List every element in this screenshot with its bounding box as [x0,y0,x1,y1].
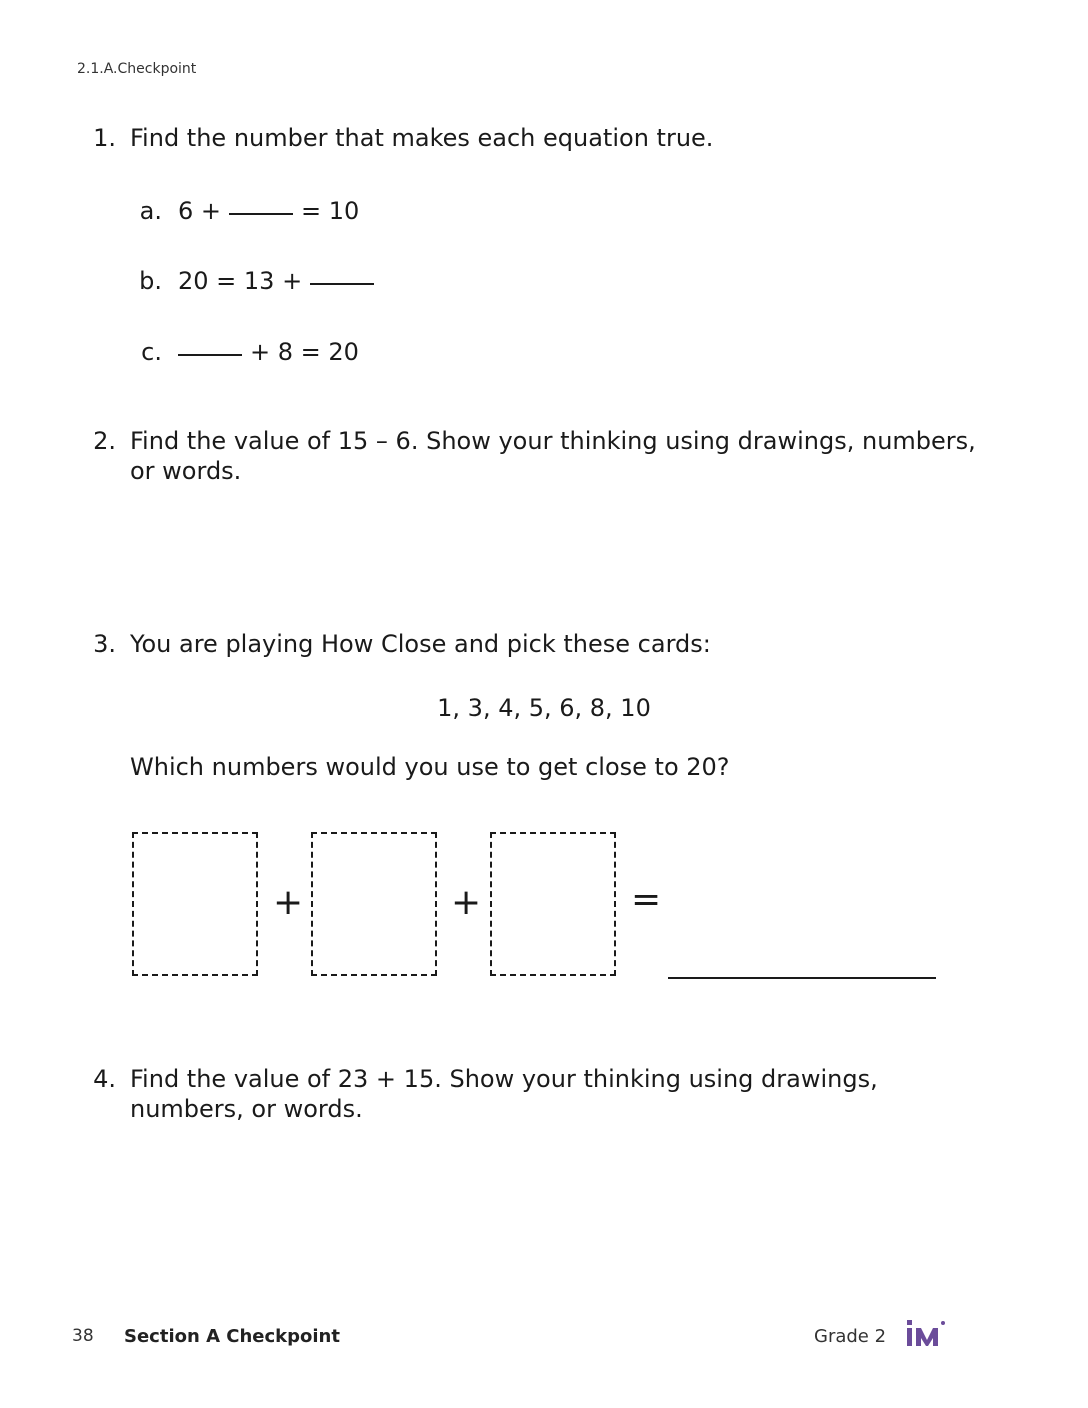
sum-answer-line[interactable] [668,977,936,979]
plus-sign: + [451,882,482,923]
question-text-line-2: or words. [130,457,242,485]
section-title: Section A Checkpoint [124,1326,340,1347]
question-text-line-1: Find the value of 15 – 6. Show your thinking using drawings, numbers, [130,427,976,455]
card-list: 1, 3, 4, 5, 6, 8, 10 [437,694,651,722]
logo-m [916,1328,938,1346]
equation-left: 20 = 13 + [178,267,303,295]
part-letter: a. [139,197,162,225]
equation-a [178,196,359,226]
part-letter: b. [139,267,162,295]
card-box-3[interactable] [490,832,616,976]
equation-right: + 8 = 20 [250,338,359,366]
answer-blank[interactable] [310,282,374,285]
answer-blank[interactable] [178,353,242,356]
header-code: 2.1.A.Checkpoint [77,61,197,77]
logo-stem [907,1328,912,1346]
question-number: 2. [93,427,116,455]
equation-right: = 10 [301,197,360,225]
logo-registered [941,1321,945,1325]
question-number: 3. [93,630,116,658]
equation-b [178,266,382,296]
question-text: You are playing How Close and pick these cards: [130,630,711,658]
question-prompt: Which numbers would you use to get close to 20? [130,753,730,781]
logo-dot [907,1320,912,1325]
im-logo-icon [904,1318,948,1348]
question-number: 4. [93,1065,116,1093]
question-number: 1. [93,124,116,152]
page-number: 38 [72,1326,94,1346]
question-text: Find the number that makes each equation true. [130,124,714,152]
card-box-1[interactable] [132,832,258,976]
part-letter: c. [141,338,162,366]
grade-label: Grade 2 [814,1326,887,1347]
equals-sign: = [631,879,662,920]
equation-left: 6 + [178,197,222,225]
question-text-line-1: Find the value of 23 + 15. Show your thinking using drawings, [130,1065,878,1093]
plus-sign: + [273,882,304,923]
equation-c [170,337,359,367]
question-text-line-2: numbers, or words. [130,1095,363,1123]
card-box-2[interactable] [311,832,437,976]
answer-blank[interactable] [229,212,293,215]
